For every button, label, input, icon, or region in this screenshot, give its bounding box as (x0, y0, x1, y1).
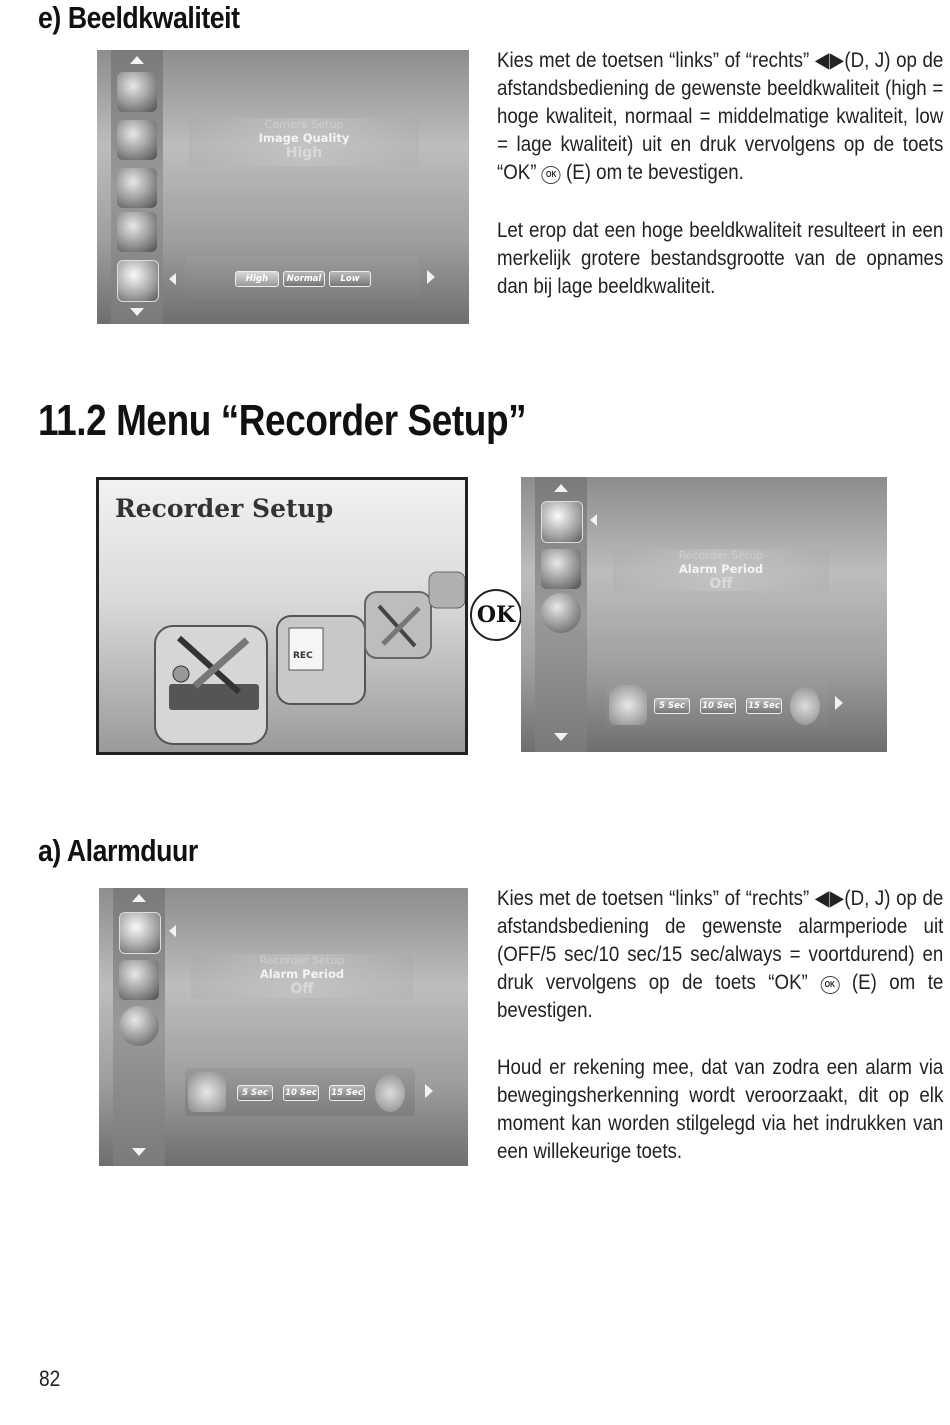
image-quality-screenshot (97, 50, 469, 324)
option-15-sec[interactable]: 15 Sec (329, 1085, 365, 1101)
setting-value: Off (709, 576, 733, 592)
motion-detection-icon (119, 960, 159, 1000)
menu-sidebar (113, 888, 165, 1166)
menu-title: Recorder Setup (678, 549, 764, 562)
always-icon[interactable] (790, 687, 820, 725)
option-5-sec[interactable]: 5 Sec (654, 698, 690, 714)
option-10-sec[interactable]: 10 Sec (283, 1085, 319, 1101)
instruction-text-end: (E) om te bevestigen. (566, 160, 744, 184)
always-icon[interactable] (375, 1074, 405, 1112)
dvr-device-shape (169, 684, 259, 710)
setting-info-box (613, 549, 829, 591)
setting-info-box (191, 954, 413, 998)
page-number: 82 (39, 1366, 61, 1391)
instruction-text-end: (E) om te bevestigen. (497, 970, 944, 1022)
scroll-down-arrow-icon (132, 1148, 146, 1156)
scroll-up-arrow-icon (132, 894, 146, 902)
off-icon[interactable] (188, 1072, 226, 1112)
option-15-sec[interactable]: 15 Sec (746, 698, 782, 714)
search-icon (119, 912, 161, 954)
setting-name: Image Quality (258, 131, 350, 145)
scroll-up-arrow-icon (130, 56, 144, 64)
left-arrow-icon (169, 925, 176, 937)
ok-button-icon: OK (542, 166, 561, 184)
setting-value: High (285, 145, 323, 161)
alarm-period-screenshot (521, 477, 887, 752)
rec-label: REC (293, 651, 313, 661)
right-arrow-icon (427, 270, 435, 284)
camera-small-icon (429, 572, 465, 608)
setting-info-box (189, 118, 419, 166)
menu-sidebar (535, 477, 587, 752)
ok-button-icon: OK (470, 589, 522, 641)
brightness-icon (117, 120, 157, 160)
left-arrow-icon (169, 273, 176, 285)
options-bar (185, 1068, 415, 1116)
screen-title: Recorder Setup (115, 494, 334, 523)
note-paragraph-2: Houd er rekening mee, dat van zodra een alarm via bewegingsherkenning wordt veroorzaakt, dit op elk moment kan worden stilgelegd via het indrukken van een willekeurige toets. (497, 1055, 944, 1163)
option-5-sec[interactable]: 5 Sec (237, 1085, 273, 1101)
menu-title: Camera Setup (264, 118, 344, 131)
section-heading-alarm-duration: a) Alarmduur (38, 833, 198, 868)
chapter-heading: 11.2 Menu “Recorder Setup” (38, 396, 527, 445)
options-bar (185, 256, 419, 300)
timer-icon (119, 1006, 159, 1046)
timer-icon (541, 593, 581, 633)
recorder-setup-screenshot (96, 477, 468, 755)
option-10-sec[interactable]: 10 Sec (700, 698, 736, 714)
image-quality-icon (117, 260, 159, 302)
left-arrow-icon (590, 514, 597, 526)
options-bar (606, 681, 828, 729)
video-icon (117, 168, 157, 208)
setting-name: Alarm Period (678, 562, 764, 576)
landscape-icon (117, 212, 157, 252)
right-arrow-icon (425, 1084, 433, 1098)
motion-detection-icon (541, 549, 581, 589)
instruction-paragraph-2 (497, 884, 943, 1024)
option-normal[interactable]: Normal (283, 271, 325, 287)
off-icon[interactable] (609, 685, 647, 725)
option-high[interactable]: High (235, 271, 279, 287)
setting-value: Off (290, 981, 314, 997)
right-arrow-icon (835, 696, 843, 710)
instruction-paragraph-1 (497, 46, 943, 186)
ok-button-icon: OK (820, 976, 839, 994)
option-low[interactable]: Low (329, 271, 371, 287)
camera-icon (117, 72, 157, 112)
menu-title: Recorder Setup (259, 954, 345, 967)
instruction-text: Kies met de toetsen “links” of “rechts” ◀▶(D, J) op de afstandsbediening de gewenste alarmperiode uit (OFF/5 sec/10 sec/15 sec/always = voortdurend) en druk vervolgens op de toets “OK” (497, 886, 944, 994)
menu-carousel (99, 480, 465, 752)
section-heading-image-quality: e) Beeldkwaliteit (38, 0, 240, 35)
scroll-down-arrow-icon (130, 308, 144, 316)
search-icon (541, 501, 583, 543)
scroll-down-arrow-icon (554, 733, 568, 741)
menu-sidebar (111, 50, 163, 324)
note-paragraph: Let erop dat een hoge beeldkwaliteit resulteert in een merkelijk grotere bestandsgrootte van de opnames dan bij lage beeldkwaliteit. (497, 218, 944, 298)
alarm-period-screenshot-2 (99, 888, 468, 1166)
instruction-text: Kies met de toetsen “links” of “rechts” ◀▶(D, J) op de afstandsbediening de gewenste beeldkwaliteit (high = hoge kwaliteit, normaal = middelmatige kwaliteit, low = lage kwaliteit) uit en druk vervolgens op de toets “OK” (497, 48, 944, 184)
scroll-up-arrow-icon (554, 484, 568, 492)
setting-name: Alarm Period (259, 967, 345, 981)
